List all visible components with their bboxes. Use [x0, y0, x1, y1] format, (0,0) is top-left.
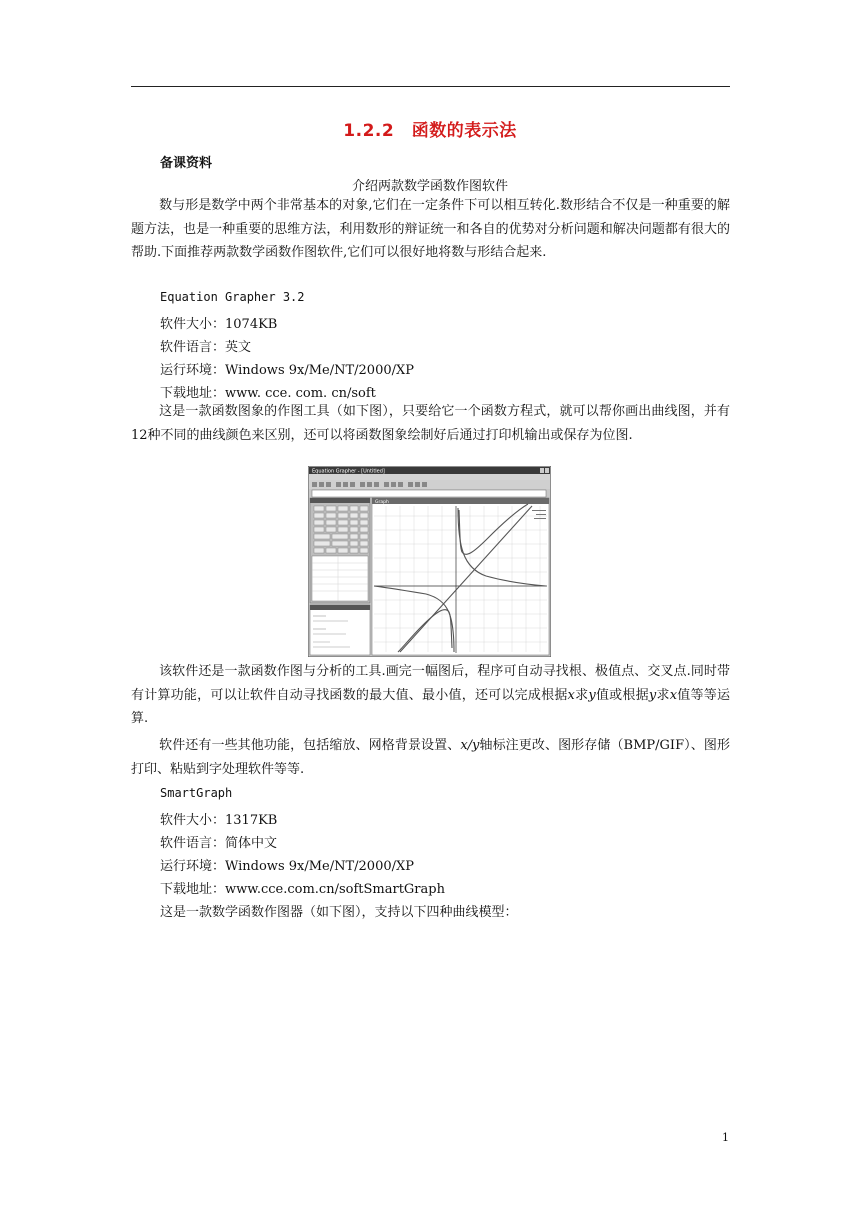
page-number: 1	[722, 1131, 729, 1144]
software2-description: 这是一款数学函数作图器（如下图），支持以下四种曲线模型：	[160, 905, 518, 920]
software1-desc2-c: 值或根据	[595, 687, 649, 703]
software2-language: 软件语言：简体中文	[160, 836, 278, 851]
intro-paragraph	[131, 194, 730, 265]
graph-window-title: Graph	[375, 500, 389, 505]
software1-desc3-b: 轴标注更改、图形存储（BMP/GIF）、图形打印、粘贴到字处理软件等等.	[131, 738, 730, 777]
intro-text: 数与形是数学中两个非常基本的对象,它们在一定条件下可以相互转化.数形结合不仅是一种重要的解题方法，也是一种重要的思维方法，利用数形的辩证统一和各自的优势对分析问题和解决问题都有很大的帮助.下面推荐两款数学函数作图软件,它们可以很好地将数与形结合起来.	[131, 198, 730, 261]
var-y2: y	[648, 687, 657, 703]
software1-description	[131, 400, 730, 447]
var-y: y	[588, 687, 596, 703]
page-title: 1.2.2 函数的表示法	[343, 121, 517, 141]
software1-desc2-d: 求	[656, 687, 670, 703]
software2-size: 软件大小：1317KB	[160, 813, 278, 828]
software1-download: 下载地址：www. cce. com. cn/soft	[160, 386, 376, 401]
var-x2: x	[669, 687, 678, 703]
software1-desc2-a: 该软件还是一款函数作图与分析的工具.画完一幅图后，程序可自动寻找根、极值点、交叉点.同时带有计算功能，可以让软件自动寻找函数的最大值、最小值，还可以完成根据	[131, 664, 730, 703]
var-x: x	[567, 687, 575, 703]
software1-name: Equation Grapher 3.2	[160, 290, 305, 304]
software1-desc2-b: 求	[574, 687, 589, 703]
var-xy: x/y	[460, 738, 480, 753]
software1-language: 软件语言：英文	[160, 340, 252, 355]
window-title: Equation Grapher - [Untitled]	[312, 468, 385, 475]
software1-desc3-a: 软件还有一些其他功能，包括缩放、网格背景设置、	[159, 738, 461, 753]
header-rule	[131, 86, 730, 87]
software2-env: 运行环境：Windows 9x/Me/NT/2000/XP	[160, 859, 415, 874]
software2-name: SmartGraph	[160, 786, 233, 800]
software1-env: 运行环境：Windows 9x/Me/NT/2000/XP	[160, 363, 415, 378]
software1-analysis	[131, 660, 730, 731]
section-heading: 备课资料	[160, 156, 213, 171]
software1-desc-text: 这是一款函数图象的作图工具（如下图），只要给它一个函数方程式，就可以帮你画出曲线图，并有12种不同的曲线颜色来区别，还可以将函数图象绘制好后通过打印机输出或保存为位图.	[131, 404, 730, 443]
article-title: 介绍两款数学函数作图软件	[351, 179, 508, 194]
software1-size: 软件大小：1074KB	[160, 317, 278, 332]
software1-features	[131, 734, 730, 781]
software2-download: 下载地址：www.cce.com.cn/softSmartGraph	[160, 882, 445, 897]
equation-grapher-screenshot	[308, 466, 551, 657]
software1-desc2-e: 值等等运算.	[131, 687, 730, 727]
